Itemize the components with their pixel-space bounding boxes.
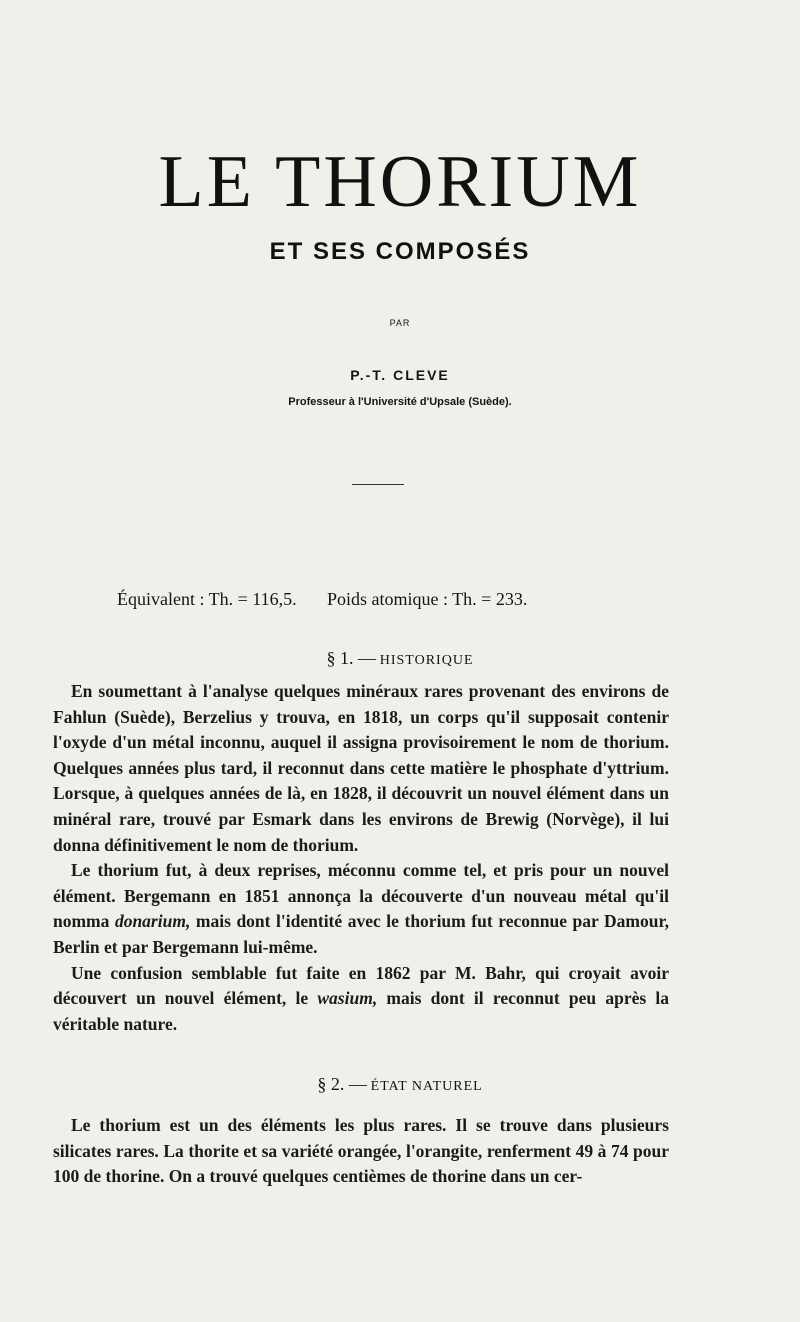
- paragraph: [53, 1113, 669, 1190]
- section-heading-historique: [0, 648, 800, 669]
- italic-term-wasium: wasium,: [317, 988, 378, 1009]
- title-divider: [352, 484, 404, 485]
- section-body-historique: [53, 679, 669, 1037]
- chemical-constants: [117, 589, 662, 610]
- paragraph-text: En soumettant à l'analyse quelques minéraux rares provenant des environs de Fahlun (Suède), Berzelius y trouva, en 1818, un corps qu'il supposait contenir l'oxyde d'un métal inconnu, auquel il assigna provisoirement le nom de thorium. Quelques années plus tard, il reconnut dans cette matière le phosphate d'yttrium. Lorsque, à quelques années de là, en 1828, il découvrit un nouvel élément dans un minéral rare, trouvé par Esmark dans les environs de Brewig (Norvège), il lui donna définitivement le nom de thorium.: [53, 681, 669, 855]
- paragraph: [53, 961, 669, 1038]
- author-affiliation: Professeur à l'Université d'Upsale (Suède).: [288, 396, 512, 408]
- paragraph-text: mais dont l'identité avec le thorium fut reconnue par Damour, Berlin et par Bergemann lui-même.: [53, 911, 669, 957]
- paragraph-text: Une confusion semblable fut faite en 1862 par M. Bahr, qui croyait avoir découvert un nouvel élément, le: [53, 962, 669, 1009]
- paragraph-text: mais dont il reconnut peu après la véritable nature.: [53, 988, 669, 1034]
- book-title: LE THORIUM: [158, 141, 642, 223]
- equivalent-value: Équivalent : Th. = 116,5.: [117, 589, 297, 609]
- section-number: § 2. —: [317, 1074, 367, 1094]
- atomic-weight-value: Poids atomique : Th. = 233.: [327, 589, 528, 609]
- paragraph-text: Le thorium est un des éléments les plus rares. Il se trouve dans plusieurs silicates rares. La thorite et sa variété orangée, l'orangite, renferment 49 à 74 pour 100 de thorine. On a trouvé quelques centièmes de thorine dans un cer-: [53, 1115, 669, 1187]
- section-title: HISTORIQUE: [379, 653, 474, 668]
- section-heading-etat-naturel: [0, 1074, 800, 1095]
- book-subtitle: ET SES COMPOSÉS: [269, 238, 531, 265]
- by-label: PAR: [389, 318, 411, 328]
- italic-term-donarium: donarium,: [114, 911, 191, 932]
- author-name: P.-T. CLEVE: [350, 367, 450, 383]
- section-number: § 1. —: [326, 648, 376, 668]
- paragraph-text: Le thorium fut, à deux reprises, méconnu comme tel, et pris pour un nouvel élément. Bergemann en 1851 annonça la découverte d'un nouveau métal qu'il nomma: [53, 860, 669, 932]
- section-body-etat-naturel: [53, 1113, 669, 1190]
- section-title: ÉTAT NATUREL: [370, 1079, 483, 1094]
- paragraph: [53, 679, 669, 858]
- paragraph: [53, 858, 669, 960]
